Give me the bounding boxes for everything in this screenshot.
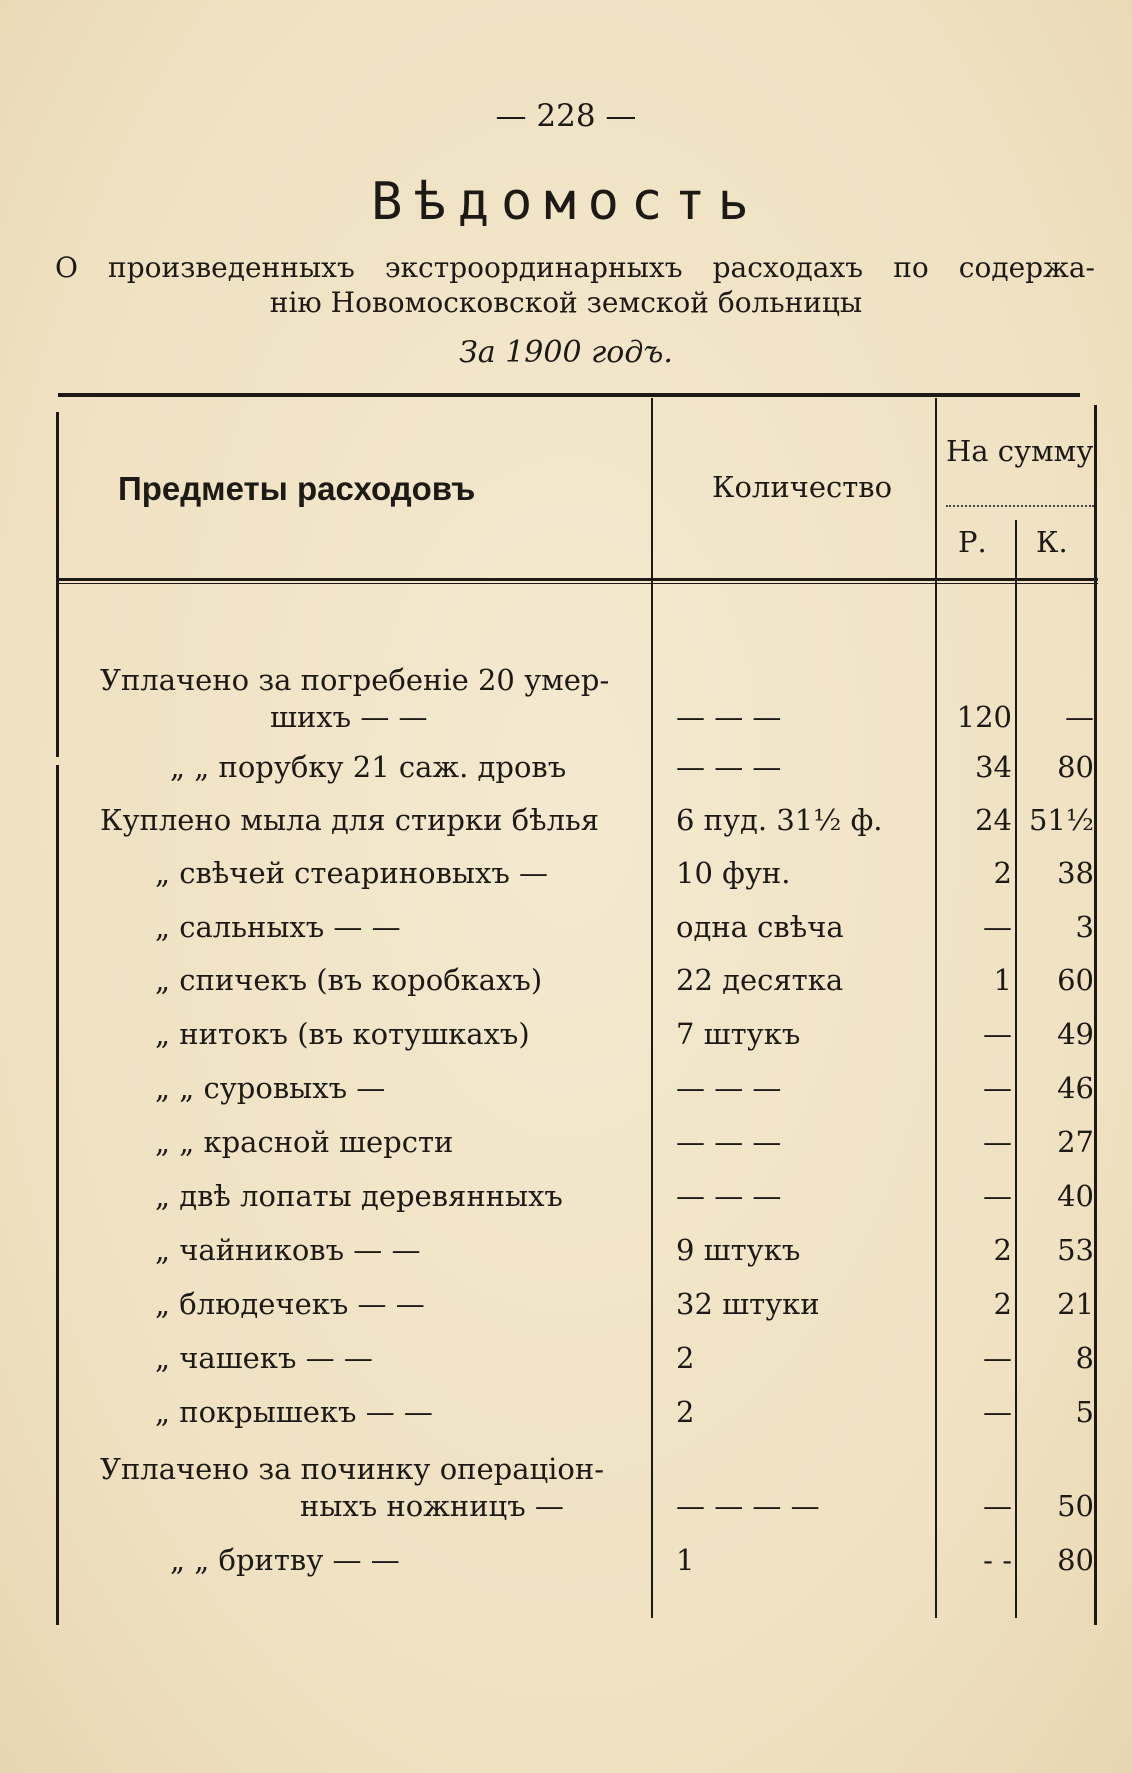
row-description: Куплено мыла для стирки бѣлья — [100, 803, 600, 837]
table-row — [0, 700, 1132, 752]
table-row — [0, 1233, 1132, 1285]
row-description: „ „ порубку 21 саж. дровъ — [170, 750, 567, 784]
row-kopecks: 60 — [1057, 963, 1094, 997]
row-quantity: 1 — [676, 1543, 695, 1577]
table-row — [0, 1017, 1132, 1069]
document-title: Вѣдомость — [371, 172, 761, 232]
row-rubles: 1 — [993, 963, 1012, 997]
table-row — [0, 1179, 1132, 1231]
row-quantity: 32 штуки — [676, 1287, 820, 1321]
row-description: „ „ суровыхъ — — [155, 1071, 386, 1105]
row-description: „ чашекъ — — — [155, 1341, 373, 1375]
row-description: „ сальныхъ — — — [155, 910, 401, 944]
header-sum: На сумму — [946, 434, 1094, 468]
row-quantity: 9 штукъ — [676, 1233, 801, 1267]
row-kopecks: 27 — [1057, 1125, 1094, 1159]
row-quantity: 2 — [676, 1341, 695, 1375]
row-kopecks: 51½ — [1028, 803, 1094, 837]
header-quantity: Количество — [712, 470, 893, 504]
row-description: „ блюдечекъ — — — [155, 1287, 425, 1321]
table-row — [0, 803, 1132, 855]
row-description: „ свѣчей стеариновыхъ — — [155, 856, 549, 890]
row-quantity: — — — — [676, 1179, 782, 1213]
row-kopecks: 5 — [1075, 1395, 1094, 1429]
row-description: ныхъ ножницъ — — [300, 1489, 564, 1523]
table-row — [0, 963, 1132, 1015]
page-number: — 228 — — [495, 98, 637, 134]
row-kopecks: 46 — [1057, 1071, 1094, 1105]
row-rubles: — — [983, 1071, 1012, 1105]
row-quantity: — — — — [676, 750, 782, 784]
row-description: „ „ красной шерсти — [155, 1125, 454, 1159]
row-kopecks: 53 — [1057, 1233, 1094, 1267]
row-quantity: 2 — [676, 1395, 695, 1429]
row-quantity: 6 пуд. 31½ ф. — [676, 803, 883, 837]
row-description: „ нитокъ (въ котушкахъ) — [155, 1017, 530, 1051]
row-description: „ двѣ лопаты деревянныхъ — [155, 1179, 563, 1213]
row-description: „ спичекъ (въ коробкахъ) — [155, 963, 543, 997]
table-row — [0, 750, 1132, 802]
row-rubles: 2 — [993, 1233, 1012, 1267]
row-quantity: — — — — — [676, 1489, 820, 1523]
table-row — [0, 1125, 1132, 1177]
row-quantity: одна свѣча — [676, 910, 844, 944]
row-kopecks: 49 — [1057, 1017, 1094, 1051]
row-quantity: 10 фун. — [676, 856, 791, 890]
header-rubles: Р. — [958, 525, 987, 559]
report-year: За 1900 годъ. — [459, 335, 673, 370]
row-kopecks: 80 — [1057, 1543, 1094, 1577]
table-row — [0, 1543, 1132, 1595]
table-row — [0, 910, 1132, 962]
row-description: „ чайниковъ — — — [155, 1233, 421, 1267]
row-rubles: 120 — [956, 700, 1012, 734]
row-kopecks: 80 — [1057, 750, 1094, 784]
row-rubles: - - — [983, 1543, 1012, 1577]
row-rubles: — — [983, 1125, 1012, 1159]
row-kopecks: 8 — [1075, 1341, 1094, 1375]
sum-header-dotted-rule — [946, 505, 1094, 507]
row-kopecks: 38 — [1057, 856, 1094, 890]
row-quantity: — — — — [676, 700, 782, 734]
row-rubles: 34 — [975, 750, 1012, 784]
table-row — [0, 1341, 1132, 1393]
row-quantity: — — — — [676, 1125, 782, 1159]
header-bottom-rule — [58, 578, 1098, 581]
header-kopecks: К. — [1036, 525, 1068, 559]
row-quantity: — — — — [676, 1071, 782, 1105]
row-rubles: — — [983, 1179, 1012, 1213]
table-row — [0, 1395, 1132, 1447]
row-description: „ покрышекъ — — — [155, 1395, 433, 1429]
row-description: Уплачено за починку операціон- — [100, 1452, 605, 1486]
row-rubles: 24 — [975, 803, 1012, 837]
row-rubles: 2 — [993, 1287, 1012, 1321]
row-kopecks: 21 — [1057, 1287, 1094, 1321]
row-description: „ „ бритву — — — [170, 1543, 400, 1577]
row-quantity: 7 штукъ — [676, 1017, 801, 1051]
subtitle-line-1: О произведенныхъ экстроординарныхъ расходахъ по содержа- — [55, 251, 1095, 284]
row-rubles: — — [983, 1341, 1012, 1375]
table-row — [0, 1489, 1132, 1541]
table-row — [0, 1287, 1132, 1339]
subtitle-line-2: нію Новомосковской земской больницы — [269, 286, 863, 319]
row-kopecks: 40 — [1057, 1179, 1094, 1213]
row-kopecks: 50 — [1057, 1489, 1094, 1523]
row-description: шихъ — — — [270, 700, 428, 734]
row-rubles: — — [983, 1017, 1012, 1051]
row-rubles: — — [983, 910, 1012, 944]
header-subjects: Предметы расходовъ — [118, 470, 476, 507]
row-description: Уплачено за погребеніе 20 умер- — [100, 663, 610, 697]
row-rubles: — — [983, 1395, 1012, 1429]
row-rubles: — — [983, 1489, 1012, 1523]
row-kopecks: 3 — [1075, 910, 1094, 944]
row-quantity: 22 десятка — [676, 963, 844, 997]
row-kopecks: — — [1065, 700, 1094, 734]
table-row — [0, 1071, 1132, 1123]
table-top-rule — [58, 393, 1080, 397]
header-bottom-rule-2 — [58, 583, 1098, 584]
row-rubles: 2 — [993, 856, 1012, 890]
table-row — [0, 856, 1132, 908]
